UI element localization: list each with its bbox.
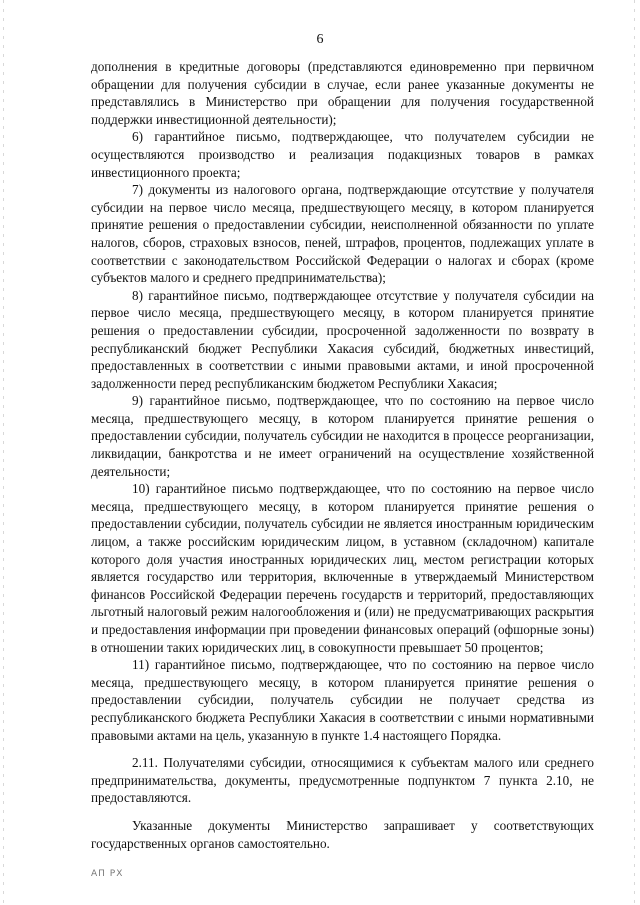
paragraph-item-10: 10) гарантийное письмо подтверждающее, что по состоянию на первое число месяца, предшествующего месяцу, в котором планируется принятие решения о предоставлении субсидии, получатель субсидии не является иностранным юридическим лицом, а также российским юридическим лицом, в уставном (складочном) капитале которого доля участия иностранных юридических лиц, местом регистрации которых является государство или территория, включенные в утверждаемый Министерством финансов Российской Федерации перечень государств и территорий, предоставляющих льготный налоговый режим налогообложения и (или) не предусматривающих раскрытия и предоставления информации при проведении финансовых операций (офшорные зоны) в отношении таких юридических лиц, в совокупности превышает 50 процентов; [91, 481, 594, 655]
paragraph-documents-request: Указанные документы Министерство запрашивает у соответствующих государственных органов самостоятельно. [91, 817, 594, 851]
scan-edge-right [634, 0, 635, 905]
paragraph-continuation: дополнения в кредитные договоры (представляются единовременно при первичном обращении для получения субсидии в случае, если ранее указанные документы не представлялись в Министерство при обращении для получения государственной поддержки инвестиционной деятельности); [91, 59, 594, 127]
paragraph-item-9: 9) гарантийное письмо, подтверждающее, что по состоянию на первое число месяца, предшествующего месяцу, в котором планируется принятие решения о предоставлении субсидии, получатель субсидии не находится в процессе реорганизации, ликвидации, банкротства и не имеет ограничений на осуществление хозяйственной деятельности; [91, 393, 594, 479]
scan-edge-left [3, 0, 4, 905]
page-number: 6 [316, 32, 324, 47]
paragraph-item-8: 8) гарантийное письмо, подтверждающее отсутствие у получателя субсидии на первое число месяца, предшествующего месяцу, в котором планируется принятие решения о предоставлении субсидии, просроченной задолженности по возврату в республиканский бюджет Республики Хакасия субсидий, бюджетных инвестиций, предоставленных в соответствии с иными правовыми актами, и иной просроченной задолженности перед республиканским бюджетом Республики Хакасия; [91, 287, 594, 391]
footer-mark: АП РХ [91, 869, 124, 879]
document-body [91, 58, 594, 852]
paragraph-item-7: 7) документы из налогового органа, подтверждающие отсутствие у получателя субсидии на первое число месяца, предшествующего месяцу, в котором планируется принятие решения о предоставлении субсидии, неисполненной обязанности по уплате налогов, сборов, страховых взносов, пеней, штрафов, процентов, подлежащих уплате в соответствии с законодательством Российской Федерации о налогах и сборах (кроме субъектов малого и среднего предпринимательства); [91, 182, 594, 286]
paragraph-item-11: 11) гарантийное письмо, подтверждающее, что по состоянию на первое число месяца, предшествующего месяцу, в котором планируется принятие решения о предоставлении субсидии, получатель субсидии не получает средства из республиканского бюджета Республики Хакасия в соответствии с иными нормативными правовыми актами на цель, указанную в пункте 1.4 настоящего Порядка. [91, 657, 594, 743]
paragraph-2-11: 2.11. Получателями субсидии, относящимися к субъектам малого или среднего предпринимательства, документы, предусмотренные подпунктом 7 пункта 2.10, не предоставляются. [91, 755, 594, 806]
paragraph-item-6: 6) гарантийное письмо, подтверждающее, что получателем субсидии не осуществляются производство и реализация подакцизных товаров в рамках инвестиционного проекта; [91, 129, 594, 180]
